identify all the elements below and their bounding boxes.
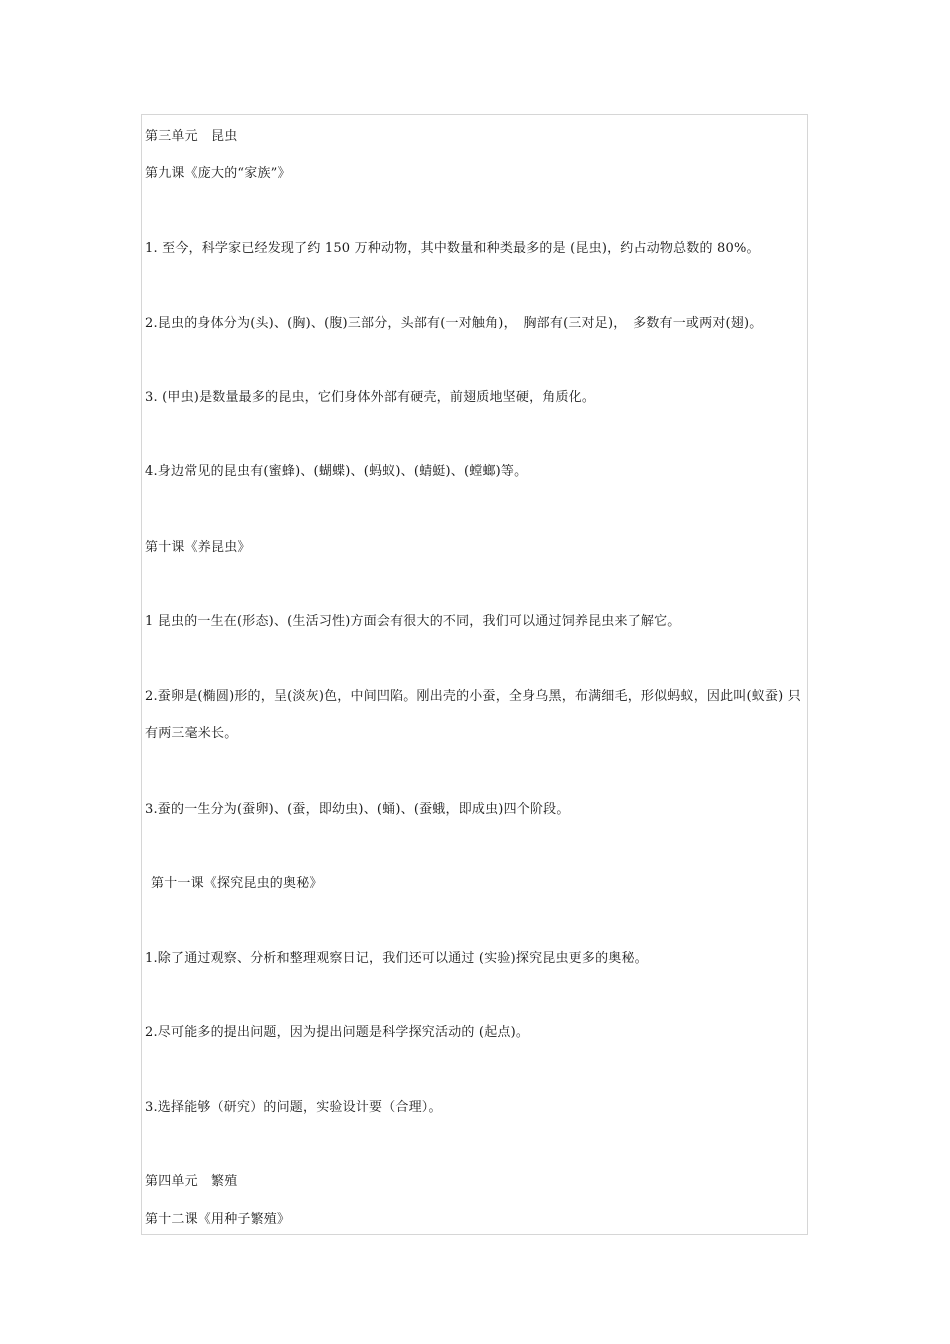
lesson-9-item-1: 1. 至今，科学家已经发现了约 150 万种动物，其中数量和种类最多的是 (昆虫)，约占动物总数的 80%。 (145, 241, 760, 256)
lesson-11-heading: 第十一课《探究昆虫的奥秘》 (151, 876, 323, 891)
lesson-9-item-3: 3. (甲虫)是数量最多的昆虫，它们身体外部有硬壳，前翅质地坚硬，角质化。 (145, 390, 596, 405)
lesson-10-item-2: 2.蚕卵是(椭圆)形的，呈(淡灰)色，中间凹陷。刚出壳的小蚕，全身乌黑，布满细毛，形似蚂蚁，因此叫(蚁蚕) 只有两三毫米长。 (145, 689, 801, 741)
lesson-10-heading: 第十课《养昆虫》 (145, 540, 251, 555)
lesson-9-heading: 第九课《庞大的“家族”》 (145, 166, 291, 181)
lesson-11-item-3: 3.选择能够（研究）的问题，实验设计要（合理）。 (145, 1100, 442, 1115)
lesson-9-item-4: 4.身边常见的昆虫有(蜜蜂)、(蝴蝶)、(蚂蚁)、(蜻蜓)、(螳螂)等。 (145, 464, 528, 479)
unit-4-heading: 第四单元 繁殖 (145, 1174, 238, 1189)
lesson-11-item-2: 2.尽可能多的提出问题，因为提出问题是科学探究活动的 (起点)。 (145, 1025, 530, 1040)
page-frame (141, 114, 808, 1235)
unit-3-heading: 第三单元 昆虫 (145, 129, 238, 144)
lesson-12-heading: 第十二课《用种子繁殖》 (145, 1212, 291, 1227)
lesson-10-item-1: 1 昆虫的一生在(形态)、(生活习性)方面会有很大的不同，我们可以通过饲养昆虫来了解它。 (145, 614, 681, 629)
lesson-11-item-1: 1.除了通过观察、分析和整理观察日记，我们还可以通过 (实验)探究昆虫更多的奥秘。 (145, 951, 648, 966)
lesson-10-item-3: 3.蚕的一生分为(蚕卵)、(蚕，即幼虫)、(蛹)、(蚕蛾，即成虫)四个阶段。 (145, 802, 570, 817)
lesson-9-item-2: 2.昆虫的身体分为(头)、(胸)、(腹)三部分，头部有(一对触角)， 胸部有(三对足)， 多数有一或两对(翅)。 (145, 316, 763, 331)
